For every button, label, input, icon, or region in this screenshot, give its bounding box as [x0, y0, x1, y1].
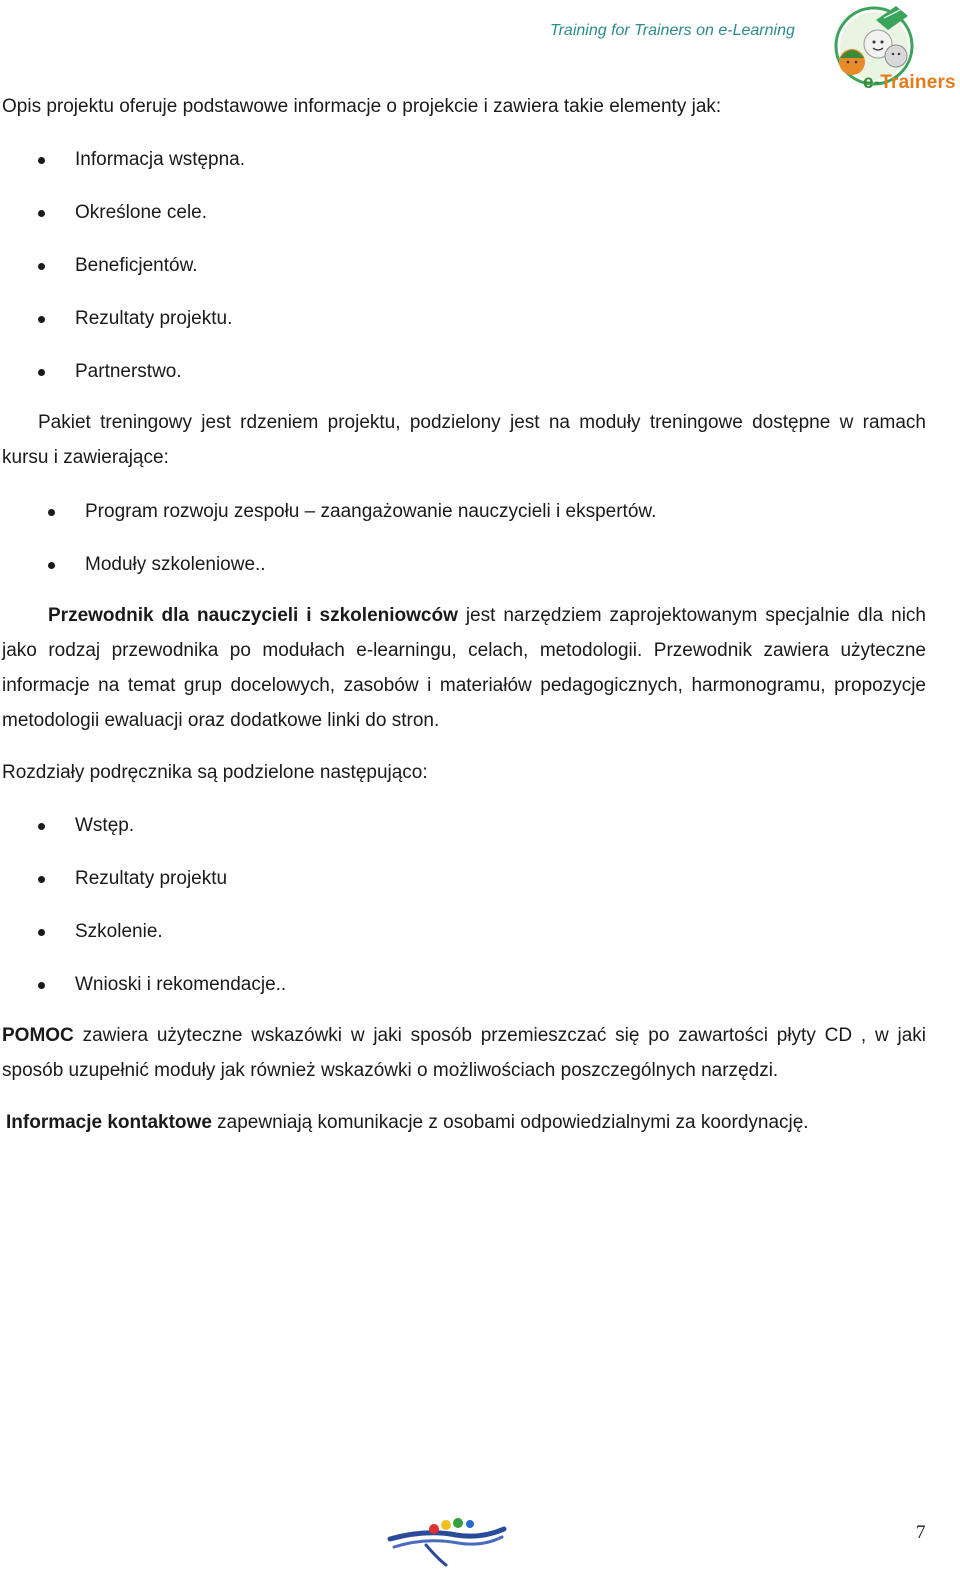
- chapters-intro: Rozdziały podręcznika są podzielone następująco:: [2, 762, 428, 783]
- list-item: Określone cele.: [38, 201, 207, 225]
- bullet-icon: [38, 210, 45, 217]
- list-item: Informacja wstępna.: [38, 148, 245, 172]
- list-item: Rezultaty projektu.: [38, 307, 232, 331]
- contact-paragraph: Informacje kontaktowe zapewniają komunikacje z osobami odpowiedzialnymi za koordynację.: [6, 1112, 809, 1133]
- list-item: Partnerstwo.: [38, 360, 182, 384]
- training-package-paragraph: Pakiet treningowy jest rdzeniem projektu, podzielony jest na moduły treningowe dostępne w ramach kursu i zawierające:: [2, 412, 926, 468]
- list-item: Rezultaty projektu: [38, 867, 227, 891]
- list-item: Wstęp.: [38, 814, 134, 838]
- guide-paragraph: Przewodnik dla nauczycieli i szkoleniowców jest narzędziem zaprojektowanym specjalnie dla nich jako rodzaj przewodnika po modułach e-learningu, celach, metodologii. Przewodnik zawiera użyteczne informacje na temat grup docelowych, zasobów i materiałów pedagogicznych, harmonogramu, propozycje metodologii ewaluacji oraz dodatkowe linki do stron.: [2, 605, 926, 731]
- list-item: Szkolenie.: [38, 920, 163, 944]
- bullet-icon: [48, 562, 55, 569]
- header-title: Training for Trainers on e-Learning: [550, 22, 795, 39]
- bullet-icon: [38, 263, 45, 270]
- list-item: Program rozwoju zespołu – zaangażowanie nauczycieli i ekspertów.: [48, 500, 656, 524]
- bullet-icon: [38, 876, 45, 883]
- logo-wordmark: e-Trainers: [863, 72, 956, 93]
- list-item: Moduły szkoleniowe..: [48, 553, 266, 577]
- bullet-icon: [38, 369, 45, 376]
- bullet-icon: [38, 316, 45, 323]
- help-paragraph: POMOC zawiera użyteczne wskazówki w jaki sposób przemieszczać się po zawartości płyty CD , w jaki sposób uzupełnić moduły jak również wskazówki o możliwościach poszczególnych narzędzi.: [2, 1025, 926, 1081]
- intro-paragraph: Opis projektu oferuje podstawowe informacje o projekcie i zawiera takie elementy jak:: [2, 96, 722, 117]
- bullet-icon: [38, 929, 45, 936]
- bullet-icon: [38, 157, 45, 164]
- bullet-icon: [38, 823, 45, 830]
- bullet-icon: [48, 509, 55, 516]
- list-item: Beneficjentów.: [38, 254, 198, 278]
- page-number: 7: [916, 1522, 926, 1543]
- eu-programme-logo: [386, 1515, 508, 1567]
- bullet-icon: [38, 982, 45, 989]
- list-item: Wnioski i rekomendacje..: [38, 973, 286, 997]
